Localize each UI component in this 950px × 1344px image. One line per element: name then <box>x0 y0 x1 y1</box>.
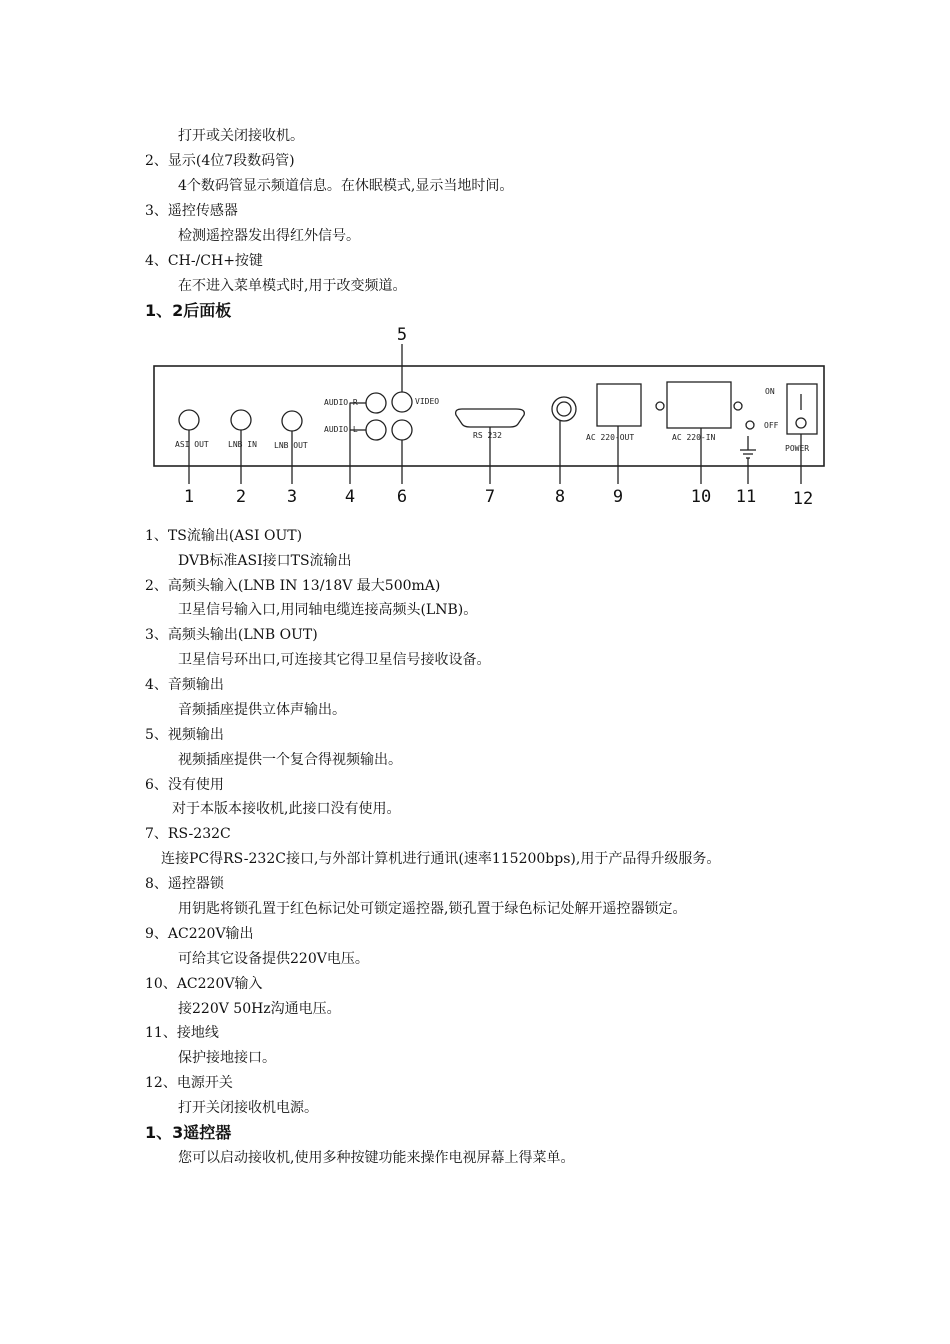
item-1-title: 1、TS流输出(ASI OUT) <box>145 528 303 544</box>
rear-panel-diagram <box>140 324 830 509</box>
unused-jack <box>392 420 412 440</box>
item-4-desc: 音频插座提供立体声输出。 <box>178 702 346 718</box>
label-on: ON <box>765 387 775 396</box>
label-rs232: RS 232 <box>473 431 502 440</box>
item-11-desc: 保护接地接口。 <box>178 1050 276 1066</box>
audio-l-jack <box>366 420 386 440</box>
label-audio-r: AUDIO-R <box>324 398 358 407</box>
panel-outline <box>154 366 824 466</box>
remote-lock <box>552 397 576 421</box>
remote-lock-inner <box>557 402 571 416</box>
power-switch <box>787 384 817 434</box>
item-11-title: 11、接地线 <box>145 1025 219 1041</box>
item-5-title: 5、视频输出 <box>145 727 224 743</box>
item-1-desc: DVB标准ASI接口TS流输出 <box>178 553 352 569</box>
power-switch-off-mark <box>796 418 806 428</box>
item-12-title: 12、电源开关 <box>145 1075 233 1091</box>
label-video: VIDEO <box>415 397 440 406</box>
ground-terminal <box>746 421 754 429</box>
item-8-title: 8、遥控器锁 <box>145 876 224 892</box>
section3-text: 您可以启动接收机,使用多种按键功能来操作电视屏幕上得菜单。 <box>178 1150 575 1166</box>
audio-r-jack <box>366 393 386 413</box>
top-line-5: 检测遥控器发出得红外信号。 <box>178 228 360 244</box>
ac-in-socket <box>667 382 731 428</box>
top-line-7: 在不进入菜单模式时,用于改变频道。 <box>178 278 407 294</box>
item-6-desc: 对于本版本接收机,此接口没有使用。 <box>172 801 401 817</box>
callout-1: 1 <box>183 487 195 507</box>
item-12-desc: 打开关闭接收机电源。 <box>178 1100 318 1116</box>
item-2-desc: 卫星信号输入口,用同轴电缆连接高频头(LNB)。 <box>178 602 478 618</box>
callout-3: 3 <box>286 487 298 507</box>
callout-4: 4 <box>344 487 356 507</box>
item-10-desc: 接220V 50Hz沟通电压。 <box>178 1001 341 1017</box>
item-2-title: 2、高频头输入(LNB IN 13/18V 最大500mA) <box>145 578 441 594</box>
label-lnb-out: LNB OUT <box>274 441 308 450</box>
lnb-in-port <box>231 410 251 430</box>
label-asi-out: ASI OUT <box>175 440 209 449</box>
callout-2: 2 <box>235 487 247 507</box>
item-8-desc: 用钥匙将锁孔置于红色标记处可锁定遥控器,锁孔置于绿色标记处解开遥控器锁定。 <box>178 901 687 917</box>
asi-out-port <box>179 410 199 430</box>
callout-12: 12 <box>792 489 814 509</box>
section-heading-rear-panel: 1、2后面板 <box>145 301 232 320</box>
item-9-title: 9、AC220V输出 <box>145 926 254 942</box>
top-line-2: 2、显示(4位7段数码管) <box>145 153 295 169</box>
lnb-out-port <box>282 411 302 431</box>
callout-6: 6 <box>396 487 408 507</box>
ac-in-screw-left <box>656 402 664 410</box>
callout-9: 9 <box>612 487 624 507</box>
label-power: POWER <box>785 444 810 453</box>
label-lnb-in: LNB IN <box>228 440 257 449</box>
item-3-desc: 卫星信号环出口,可连接其它得卫星信号接收设备。 <box>178 652 491 668</box>
ac-in-screw-right <box>734 402 742 410</box>
ac-out-socket <box>597 384 641 426</box>
video-jack <box>392 392 412 412</box>
section-heading-remote: 1、3遥控器 <box>145 1123 232 1142</box>
callout-7: 7 <box>484 487 496 507</box>
top-line-1: 打开或关闭接收机。 <box>178 128 304 144</box>
item-3-title: 3、高频头输出(LNB OUT) <box>145 627 318 643</box>
callout-8: 8 <box>554 487 566 507</box>
item-7-desc: 连接PC得RS-232C接口,与外部计算机进行通讯(速率115200bps),用于产品得升级服务。 <box>161 851 721 867</box>
item-4-title: 4、音频输出 <box>145 677 224 693</box>
top-line-6: 4、CH-/CH+按键 <box>145 253 263 269</box>
label-audio-l: AUDIO-L <box>324 425 358 434</box>
callout-10: 10 <box>690 487 712 507</box>
label-ac-out: AC 220-OUT <box>586 433 635 442</box>
item-7-title: 7、RS-232C <box>145 826 231 842</box>
item-9-desc: 可给其它设备提供220V电压。 <box>178 951 369 967</box>
item-6-title: 6、没有使用 <box>145 777 224 793</box>
top-line-3: 4个数码管显示频道信息。在休眠模式,显示当地时间。 <box>178 178 514 194</box>
callout-11: 11 <box>735 487 757 507</box>
item-5-desc: 视频插座提供一个复合得视频输出。 <box>178 752 402 768</box>
item-10-title: 10、AC220V输入 <box>145 976 263 992</box>
label-off: OFF <box>764 421 779 430</box>
top-line-4: 3、遥控传感器 <box>145 203 238 219</box>
label-ac-in: AC 220-IN <box>672 433 716 442</box>
rs232-connector <box>456 409 525 427</box>
callout-5: 5 <box>396 325 408 345</box>
